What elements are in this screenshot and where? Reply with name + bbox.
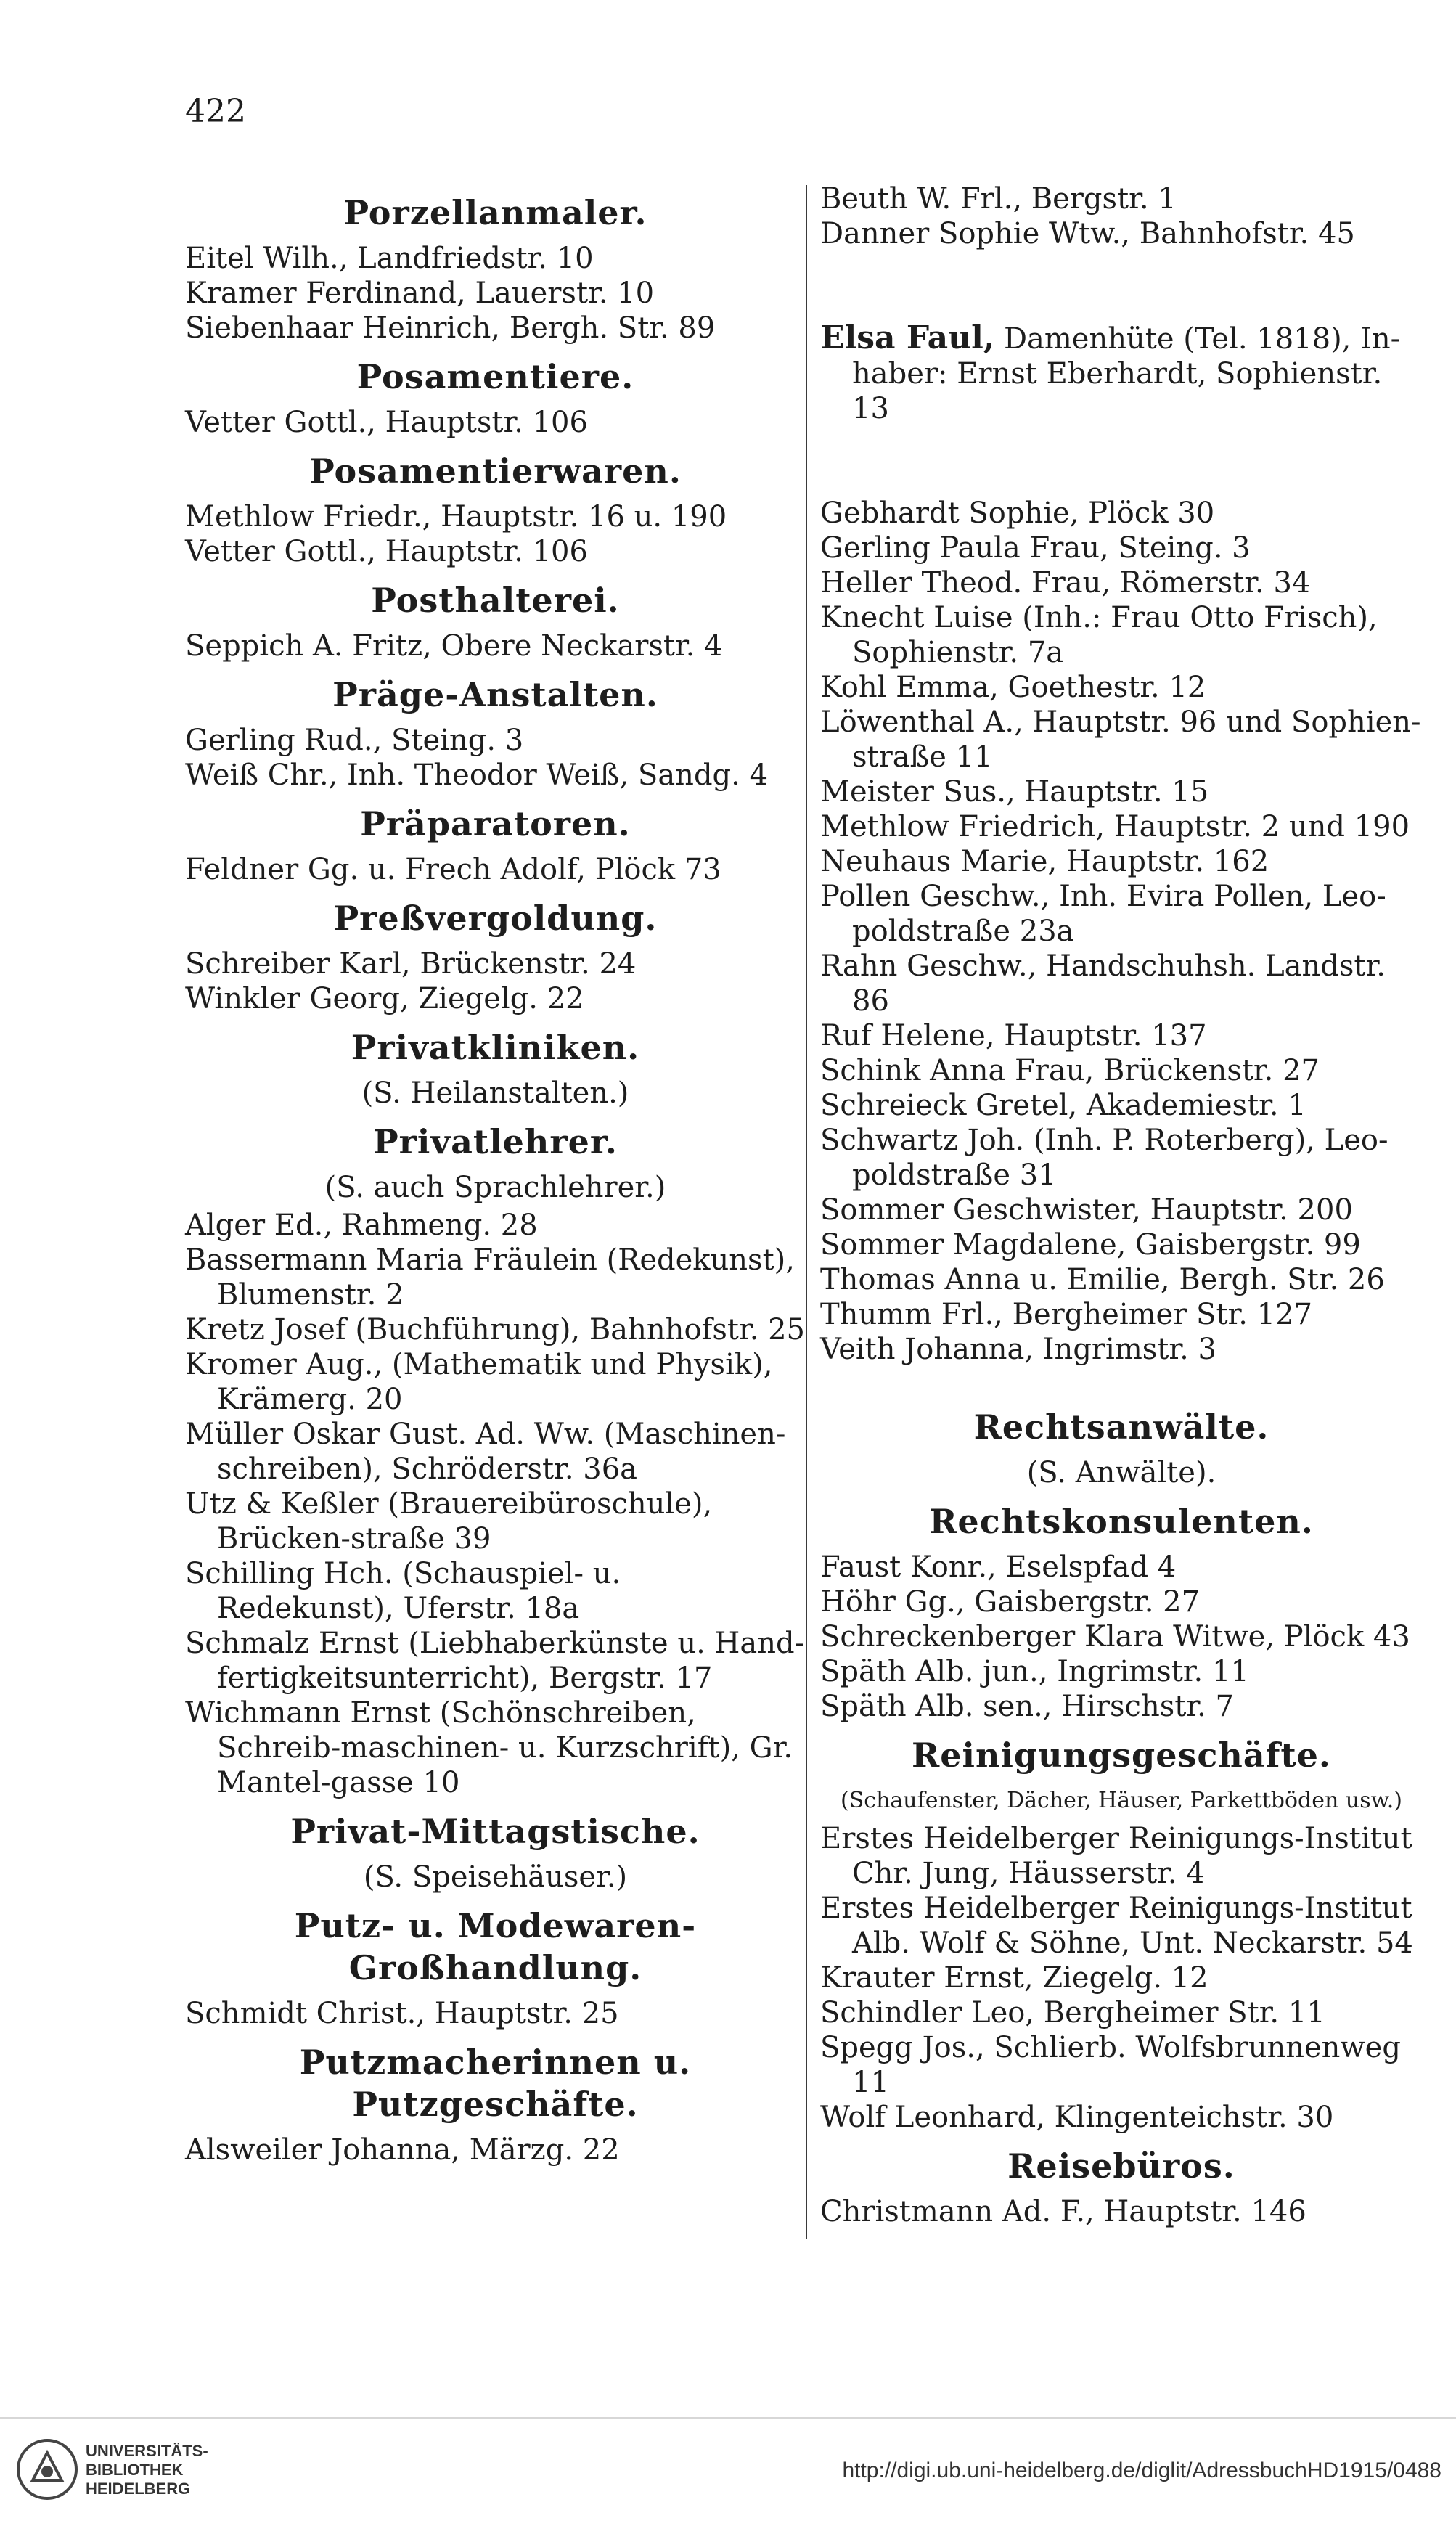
directory-entry: Schmidt Christ., Hauptstr. 25: [185, 1997, 619, 2030]
ad-name: Elsa Faul,: [820, 319, 995, 356]
directory-section: [185, 1121, 806, 1800]
section-heading: Rechtskonsulenten.: [929, 1502, 1314, 1541]
directory-section: [185, 674, 806, 793]
directory-entry: Schmalz Ernst (Liebhaberkünste u. Hand-fertigkeitsunterricht), Bergstr. 17: [185, 1627, 805, 1695]
directory-entry: Meister Sus., Hauptstr. 15: [820, 775, 1209, 809]
directory-entry: Siebenhaar Heinrich, Bergh. Str. 89: [185, 311, 716, 345]
section-heading: Präparatoren.: [360, 804, 631, 843]
section-heading: Putzmacherinnen u. Putzgeschäfte.: [299, 2043, 692, 2124]
right-main-list: [820, 496, 1423, 1367]
directory-entry: Löwenthal A., Hauptstr. 96 und Sophien-straße 11: [820, 706, 1421, 774]
section-note: (S. Heilanstalten.): [361, 1076, 629, 1110]
section-heading: Privatkliniken.: [351, 1028, 640, 1067]
directory-entry: Ruf Helene, Hauptstr. 137: [820, 1019, 1207, 1052]
directory-entry: Bassermann Maria Fräulein (Redekunst), Blumenstr. 2: [185, 1243, 795, 1312]
directory-section: [185, 356, 806, 440]
directory-entry: Späth Alb. sen., Hirschstr. 7: [820, 1690, 1234, 1723]
right-column: [820, 181, 1423, 2238]
directory-entry: Schreckenberger Klara Witwe, Plöck 43: [820, 1620, 1410, 1654]
directory-entry: Eitel Wilh., Landfriedstr. 10: [185, 242, 594, 275]
directory-entry: Höhr Gg., Gaisbergstr. 27: [820, 1585, 1201, 1619]
directory-entry: Erstes Heidelberger Reinigungs-Institut Alb. Wolf & Söhne, Unt. Neckarstr. 54: [820, 1892, 1413, 1960]
directory-entry: Vetter Gottl., Hauptstr. 106: [185, 406, 588, 439]
directory-section: [185, 2041, 806, 2167]
directory-entry: Rahn Geschw., Handschuhsh. Landstr. 86: [820, 949, 1386, 1018]
university-logo-icon: [15, 2437, 80, 2502]
directory-entry: Beuth W. Frl., Bergstr. 1: [820, 182, 1177, 216]
directory-section: [820, 2145, 1423, 2229]
directory-entry: Alger Ed., Rahmeng. 28: [185, 1209, 538, 1242]
directory-entry: Krauter Ernst, Ziegelg. 12: [820, 1961, 1208, 1995]
directory-section: [820, 1406, 1423, 1490]
directory-section: [820, 1734, 1423, 2135]
directory-entry: Wichmann Ernst (Schönschreiben, Schreib-maschinen- u. Kurzschrift), Gr. Mantel-gasse 10: [185, 1696, 793, 1799]
directory-entry: Thomas Anna u. Emilie, Bergh. Str. 26: [820, 1263, 1385, 1296]
directory-entry: Sommer Magdalene, Gaisbergstr. 99: [820, 1228, 1361, 1262]
directory-section: [820, 1500, 1423, 1724]
directory-entry: Sommer Geschwister, Hauptstr. 200: [820, 1193, 1353, 1227]
directory-entry: Methlow Friedrich, Hauptstr. 2 und 190: [820, 810, 1410, 843]
directory-entry: Heller Theod. Frau, Römerstr. 34: [820, 566, 1311, 600]
section-heading: Präge-Anstalten.: [332, 675, 658, 714]
directory-entry: Gerling Rud., Steing. 3: [185, 724, 524, 757]
library-name: [86, 2442, 208, 2498]
right-sections: [820, 1406, 1423, 2229]
section-note: (S. auch Sprachlehrer.): [324, 1171, 666, 1204]
directory-section: [185, 1905, 806, 2031]
directory-entry: Erstes Heidelberger Reinigungs-Institut Chr. Jung, Häusserstr. 4: [820, 1822, 1412, 1890]
directory-entry: Faust Konr., Eselspfad 4: [820, 1550, 1177, 1584]
column-divider: [806, 185, 807, 2239]
directory-entry: Kramer Ferdinand, Lauerstr. 10: [185, 277, 655, 310]
right-top-list: [820, 181, 1423, 251]
directory-entry: Thumm Frl., Bergheimer Str. 127: [820, 1298, 1313, 1331]
directory-entry: Spegg Jos., Schlierb. Wolfsbrunnenweg 11: [820, 2031, 1401, 2099]
directory-entry: Schilling Hch. (Schauspiel- u. Redekunst), Uferstr. 18a: [185, 1557, 621, 1625]
directory-entry: Kohl Emma, Goethestr. 12: [820, 671, 1206, 704]
directory-section: [185, 579, 806, 663]
directory-entry: Wolf Leonhard, Klingenteichstr. 30: [820, 2101, 1334, 2134]
directory-entry: Schreiber Karl, Brückenstr. 24: [185, 947, 637, 981]
directory-entry: Neuhaus Marie, Hauptstr. 162: [820, 845, 1269, 878]
directory-entry: Pollen Geschw., Inh. Evira Pollen, Leo-poldstraße 23a: [820, 880, 1386, 948]
directory-section: [185, 1810, 806, 1894]
directory-entry: Danner Sophie Wtw., Bahnhofstr. 45: [820, 217, 1355, 250]
section-heading: Posamentiere.: [356, 357, 634, 396]
library-name-line: UNIVERSITÄTS-: [86, 2442, 208, 2460]
directory-entry: Winkler Georg, Ziegelg. 22: [185, 982, 584, 1015]
directory-entry: Veith Johanna, Ingrimstr. 3: [820, 1333, 1216, 1366]
library-name-line: HEIDELBERG: [86, 2480, 191, 2498]
directory-section: [185, 897, 806, 1016]
section-heading: Putz- u. Modewaren-Großhandlung.: [294, 1906, 697, 1987]
directory-entry: Schink Anna Frau, Brückenstr. 27: [820, 1054, 1320, 1087]
directory-entry: Seppich A. Fritz, Obere Neckarstr. 4: [185, 629, 723, 663]
directory-section: [185, 1026, 806, 1111]
section-heading: Privat-Mittagstische.: [290, 1812, 700, 1851]
section-heading: Reinigungsgeschäfte.: [912, 1736, 1331, 1775]
directory-section: [185, 192, 806, 346]
directory-entry: Schwartz Joh. (Inh. P. Roterberg), Leo-poldstraße 31: [820, 1124, 1388, 1192]
directory-entry: Müller Oskar Gust. Ad. Ww. (Maschinen-schreiben), Schröderstr. 36a: [185, 1418, 786, 1486]
ad-text: Damenhüte (Tel. 1818), In-haber: Ernst Eberhardt, Sophienstr. 13: [852, 322, 1401, 425]
directory-entry: Knecht Luise (Inh.: Frau Otto Frisch), Sophienstr. 7a: [820, 601, 1378, 669]
section-heading: Rechtsanwälte.: [973, 1407, 1269, 1447]
directory-entry: Schindler Leo, Bergheimer Str. 11: [820, 1996, 1325, 2030]
advertisement-entry: [820, 321, 1423, 426]
directory-entry: Gebhardt Sophie, Plöck 30: [820, 496, 1215, 530]
directory-entry: Vetter Gottl., Hauptstr. 106: [185, 535, 588, 568]
section-note: (S. Speisehäuser.): [363, 1860, 628, 1894]
directory-section: [185, 450, 806, 569]
section-heading: Posamentierwaren.: [309, 451, 682, 491]
section-note: (S. Anwälte).: [1026, 1456, 1216, 1489]
directory-entry: Alsweiler Johanna, Märzg. 22: [185, 2133, 620, 2167]
directory-entry: Christmann Ad. F., Hauptstr. 146: [820, 2195, 1306, 2228]
section-heading: Preßvergoldung.: [333, 899, 658, 938]
section-subnote: (Schaufenster, Dächer, Häuser, Parkettböden usw.): [841, 1788, 1402, 1813]
left-column: [185, 181, 806, 2176]
directory-entry: Methlow Friedr., Hauptstr. 16 u. 190: [185, 500, 727, 534]
library-name-line: BIBLIOTHEK: [86, 2461, 184, 2479]
directory-entry: Schreieck Gretel, Akademiestr. 1: [820, 1089, 1306, 1122]
section-heading: Posthalterei.: [371, 581, 620, 620]
directory-entry: Weiß Chr., Inh. Theodor Weiß, Sandg. 4: [185, 759, 769, 792]
page-number: 422: [185, 93, 246, 130]
section-heading: Porzellanmaler.: [343, 193, 647, 232]
directory-entry: Utz & Keßler (Brauereibüroschule), Brücken-straße 39: [185, 1487, 713, 1556]
directory-entry: Kromer Aug., (Mathematik und Physik), Krämerg. 20: [185, 1348, 773, 1416]
directory-entry: Kretz Josef (Buchführung), Bahnhofstr. 25: [185, 1313, 805, 1346]
directory-entry: Späth Alb. jun., Ingrimstr. 11: [820, 1655, 1249, 1688]
footer: [0, 2417, 1456, 2526]
directory-entry: Gerling Paula Frau, Steing. 3: [820, 531, 1251, 565]
directory-entry: Feldner Gg. u. Frech Adolf, Plöck 73: [185, 853, 721, 886]
section-heading: Reisebüros.: [1007, 2146, 1235, 2186]
source-url-link[interactable]: http://digi.ub.uni-heidelberg.de/diglit/AdressbuchHD1915/0488: [842, 2458, 1441, 2482]
section-heading: Privatlehrer.: [373, 1122, 618, 1161]
directory-section: [185, 803, 806, 887]
